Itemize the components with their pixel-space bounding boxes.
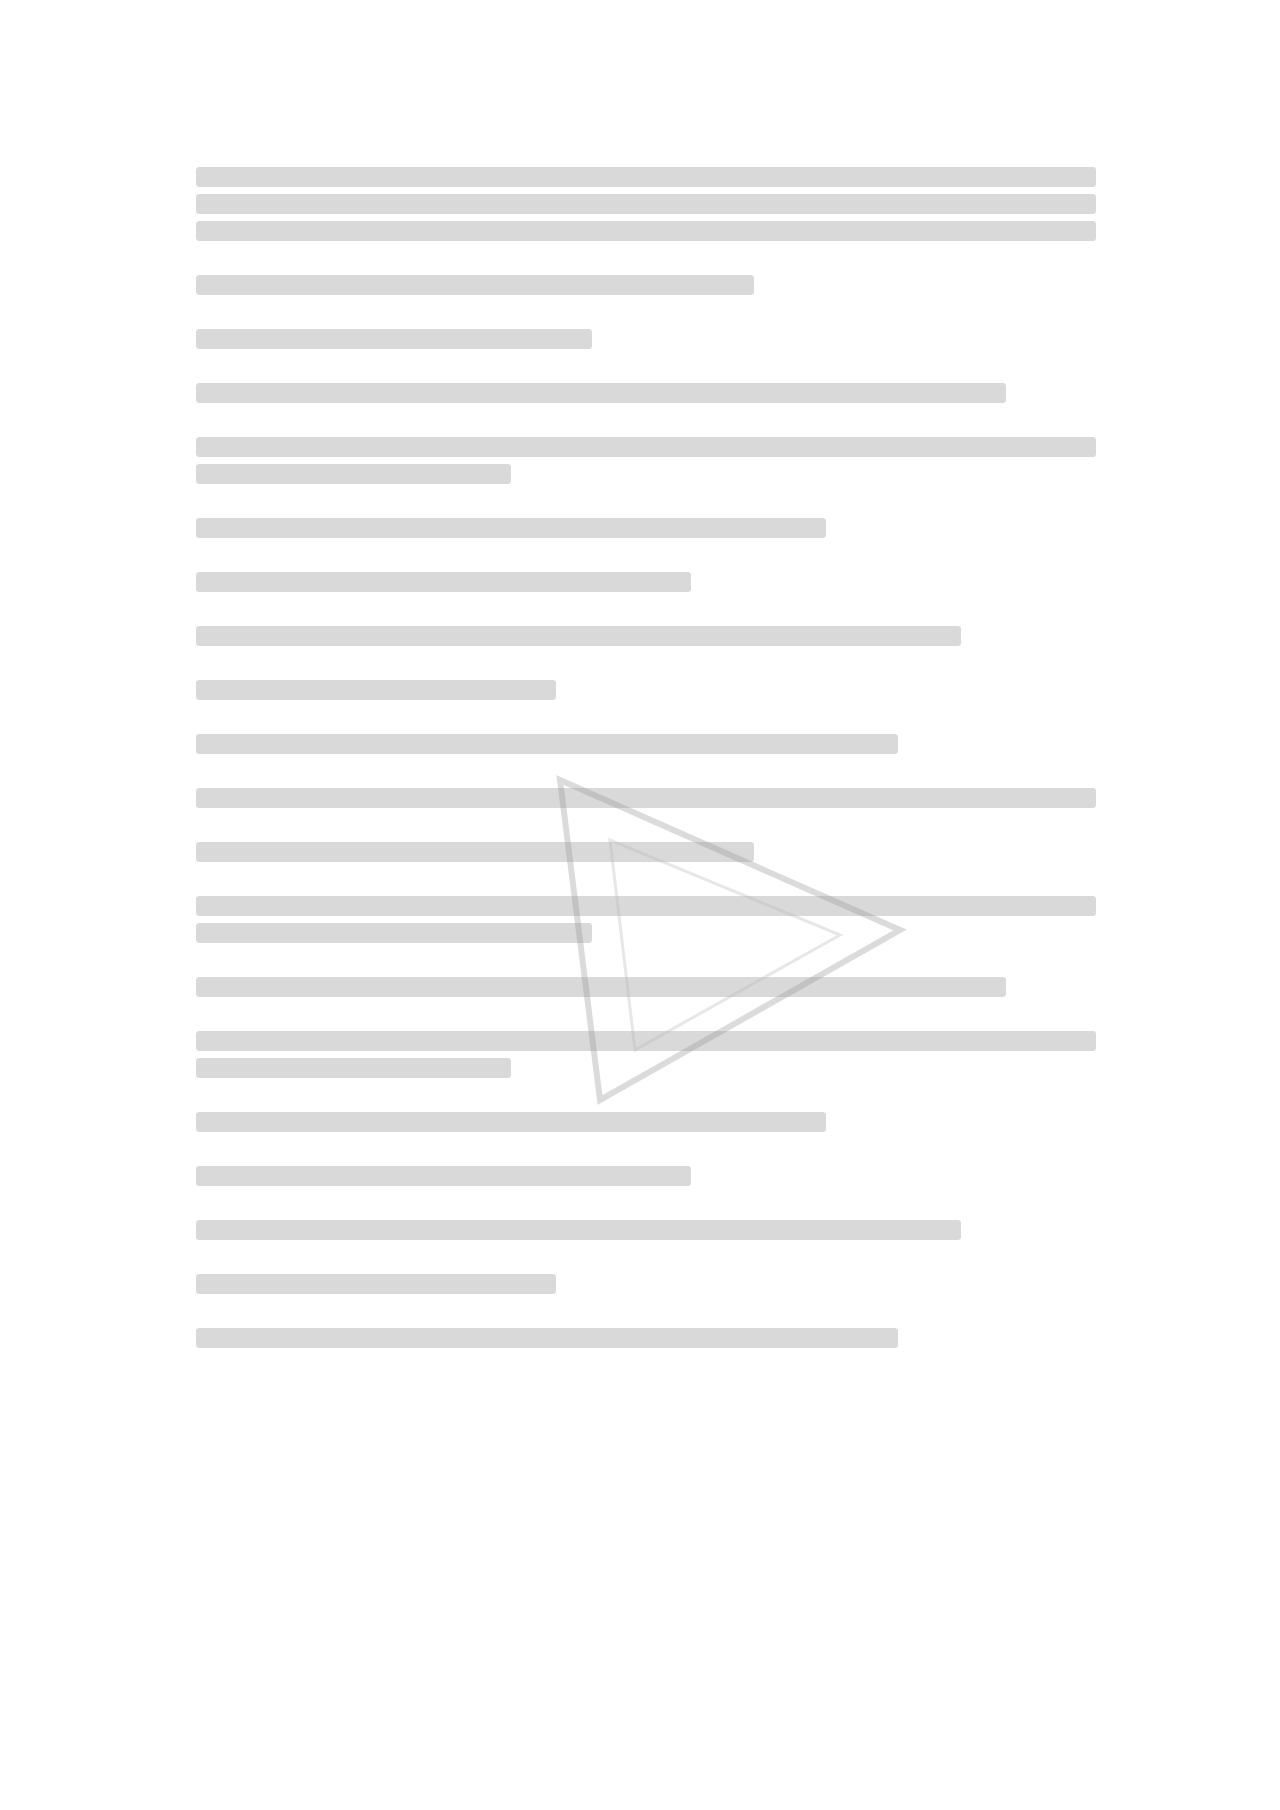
redacted-line [196,680,556,700]
redacted-paragraph [196,167,1096,241]
redacted-line [196,626,961,646]
redacted-line [196,194,1096,214]
watermark-triangle-logo [540,760,920,1120]
redacted-line [196,464,511,484]
redacted-line [196,1058,511,1078]
redacted-line [196,383,1006,403]
redacted-line [196,167,1096,187]
redacted-paragraph [196,1220,1096,1240]
redacted-line [196,572,691,592]
redacted-paragraph [196,329,1096,349]
redacted-paragraph [196,383,1096,403]
redacted-line [196,1166,691,1186]
redacted-paragraph [196,518,1096,538]
redacted-paragraph [196,1328,1096,1348]
redacted-line [196,437,1096,457]
redacted-line [196,275,754,295]
redacted-paragraph [196,1166,1096,1186]
redacted-paragraph [196,1274,1096,1294]
redacted-line [196,923,592,943]
redacted-paragraph [196,437,1096,484]
redacted-paragraph [196,734,1096,754]
redacted-line [196,734,898,754]
redacted-line [196,221,1096,241]
redacted-line [196,329,592,349]
redacted-paragraph [196,275,1096,295]
redacted-line [196,518,826,538]
redacted-paragraph [196,680,1096,700]
redacted-paragraph [196,572,1096,592]
redacted-line [196,1220,961,1240]
redacted-paragraph [196,626,1096,646]
redacted-line [196,1274,556,1294]
redacted-line [196,1328,898,1348]
